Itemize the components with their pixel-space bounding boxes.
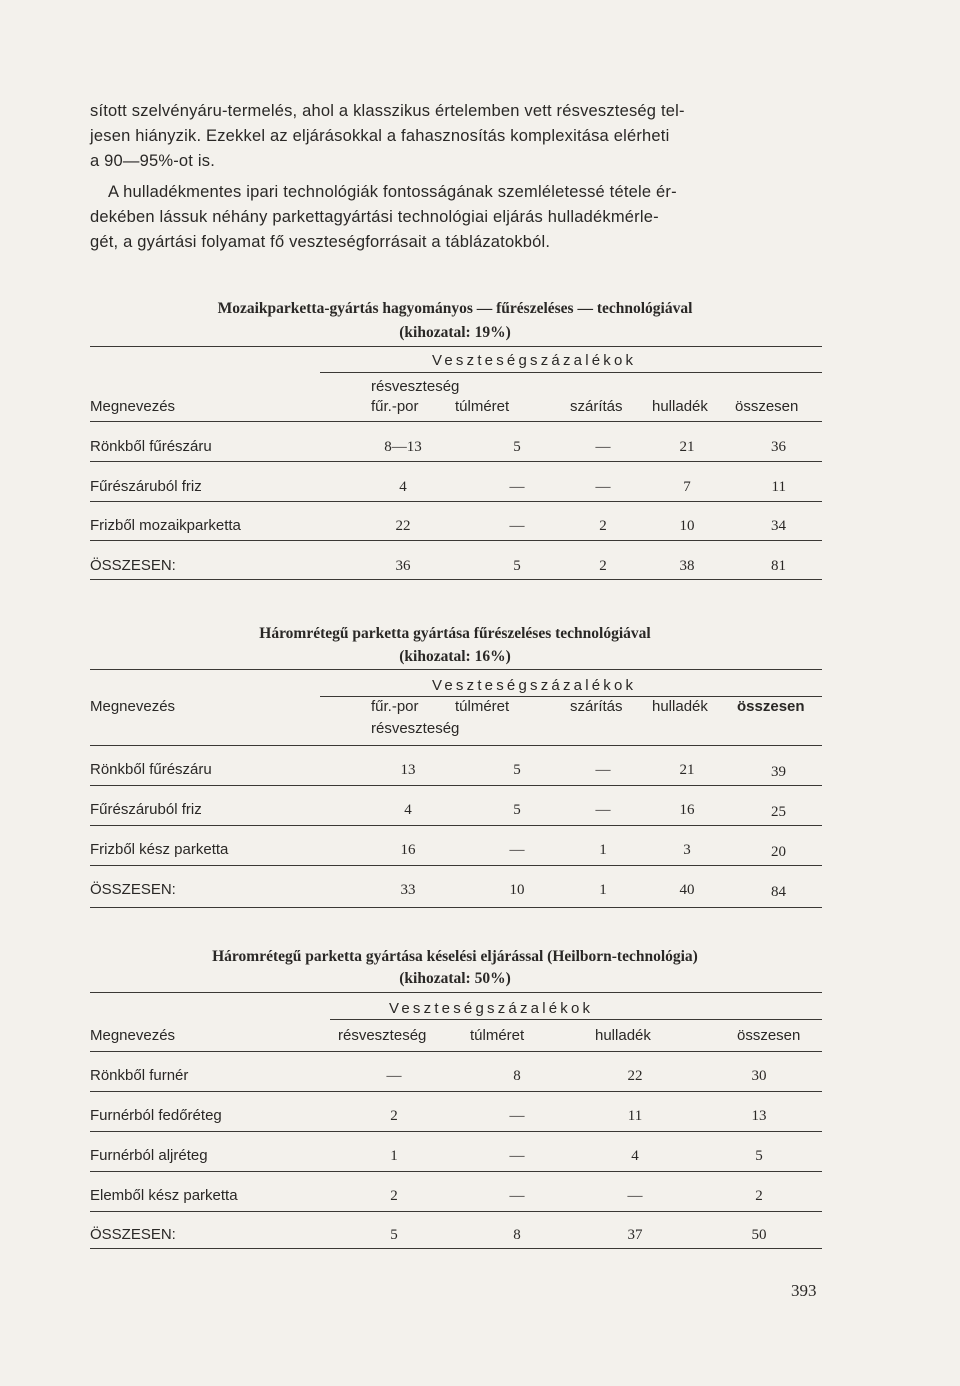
intro-paragraph-2 bbox=[90, 180, 810, 255]
column-header-hulladek: hulladék bbox=[652, 398, 708, 415]
text-line: a 90—95%-ot is. bbox=[90, 152, 215, 170]
column-header-hulladek: hulladék bbox=[652, 698, 708, 715]
cell-res: 33 bbox=[400, 882, 416, 898]
cell-hull: 37 bbox=[627, 1227, 643, 1243]
cell-szar: — bbox=[595, 439, 611, 455]
divider bbox=[90, 1091, 822, 1092]
row-label: Rönkből fűrészáru bbox=[90, 761, 212, 778]
row-label: Frizből mozaikparketta bbox=[90, 517, 241, 534]
group-header: Veszteségszázalékok bbox=[432, 352, 637, 369]
text-line: dekében lássuk néhány parkettagyártási technológiai eljárás hulladékmérle- bbox=[90, 208, 659, 226]
column-header-osszesen: összesen bbox=[737, 1027, 801, 1044]
cell-tul: 5 bbox=[513, 439, 521, 455]
cell-res: 4 bbox=[404, 802, 412, 818]
cell-ossz: 13 bbox=[751, 1108, 767, 1124]
column-header-tulmeret: túlméret bbox=[455, 398, 510, 415]
table-subtitle: (kihozatal: 50%) bbox=[399, 970, 511, 987]
cell-res: 13 bbox=[400, 762, 416, 778]
column-header-szaritas: szárítás bbox=[570, 398, 623, 415]
cell-szar: — bbox=[595, 762, 611, 778]
cell-res: 4 bbox=[399, 479, 407, 495]
text-line: gét, a gyártási folyamat fő veszteségforrásait a táblázatokból. bbox=[90, 233, 551, 251]
cell-hull: 3 bbox=[683, 842, 691, 858]
divider bbox=[90, 461, 822, 462]
cell-tul: — bbox=[509, 1148, 525, 1164]
cell-hull: — bbox=[627, 1188, 643, 1204]
row-label: Fűrészáruból friz bbox=[90, 478, 202, 495]
column-header-res-bottom: fűr.-por bbox=[371, 398, 419, 415]
cell-szar: 2 bbox=[599, 558, 607, 574]
column-header-szaritas: szárítás bbox=[570, 698, 623, 715]
row-label: Furnérból aljréteg bbox=[90, 1147, 208, 1164]
divider bbox=[90, 501, 822, 502]
table-title: Mozaikparketta-gyártás hagyományos — fűrészeléses — technológiával bbox=[217, 300, 693, 317]
cell-ossz: 20 bbox=[771, 844, 786, 860]
row-label: Rönkből furnér bbox=[90, 1067, 189, 1084]
cell-res: 8—13 bbox=[384, 439, 422, 455]
cell-szar: 2 bbox=[599, 518, 607, 534]
row-label: Elemből kész parketta bbox=[90, 1187, 238, 1204]
cell-hull: 4 bbox=[631, 1148, 639, 1164]
cell-ossz: 5 bbox=[755, 1148, 763, 1164]
divider bbox=[90, 825, 822, 826]
divider bbox=[90, 865, 822, 866]
cell-ossz: 30 bbox=[751, 1068, 767, 1084]
divider bbox=[90, 1171, 822, 1172]
divider bbox=[320, 372, 822, 373]
cell-tul: 8 bbox=[513, 1227, 521, 1243]
cell-hull: 16 bbox=[679, 802, 695, 818]
cell-res: 2 bbox=[390, 1188, 398, 1204]
divider bbox=[90, 421, 822, 422]
divider bbox=[90, 1131, 822, 1132]
divider bbox=[90, 907, 822, 908]
cell-tul: — bbox=[509, 1188, 525, 1204]
divider bbox=[330, 1019, 822, 1020]
divider bbox=[90, 1211, 822, 1212]
row-label: Fűrészáruból friz bbox=[90, 801, 202, 818]
cell-tul: 10 bbox=[509, 882, 525, 898]
column-header-res-top: résveszteség bbox=[371, 378, 460, 395]
table-subtitle: (kihozatal: 19%) bbox=[399, 324, 511, 341]
page-number: 393 bbox=[791, 1281, 817, 1300]
column-header-tulmeret: túlméret bbox=[470, 1027, 525, 1044]
cell-res: 36 bbox=[395, 558, 411, 574]
divider bbox=[90, 579, 822, 580]
cell-ossz: 36 bbox=[771, 439, 786, 455]
cell-hull: 22 bbox=[627, 1068, 643, 1084]
cell-tul: 5 bbox=[513, 802, 521, 818]
group-header: Veszteségszázalékok bbox=[432, 677, 637, 694]
cell-res: — bbox=[386, 1068, 402, 1084]
cell-tul: — bbox=[509, 842, 525, 858]
cell-ossz: 25 bbox=[771, 804, 786, 820]
cell-tul: 5 bbox=[513, 558, 521, 574]
column-header-tulmeret: túlméret bbox=[455, 698, 510, 715]
cell-hull: 21 bbox=[679, 439, 695, 455]
cell-ossz: 81 bbox=[771, 558, 786, 574]
row-label: ÖSSZESEN: bbox=[90, 557, 176, 574]
column-header-hulladek: hulladék bbox=[595, 1027, 651, 1044]
row-label: Frizből kész parketta bbox=[90, 841, 229, 858]
cell-hull: 38 bbox=[679, 558, 695, 574]
divider bbox=[90, 785, 822, 786]
row-label: Furnérból fedőréteg bbox=[90, 1107, 222, 1124]
text-line: jesen hiányzik. Ezekkel az eljárásokkal a fahasznosítás komplexitása elérheti bbox=[90, 127, 670, 145]
divider bbox=[320, 696, 822, 697]
column-header-res-top: fűr.-por bbox=[371, 698, 419, 715]
row-label: ÖSSZESEN: bbox=[90, 1226, 176, 1243]
cell-tul: 5 bbox=[513, 762, 521, 778]
cell-hull: 40 bbox=[679, 882, 695, 898]
cell-ossz: 2 bbox=[755, 1188, 763, 1204]
text-line: A hulladékmentes ipari technológiák fontosságának szemléletessé tétele ér- bbox=[108, 183, 677, 201]
cell-hull: 11 bbox=[627, 1108, 643, 1124]
cell-hull: 10 bbox=[679, 518, 695, 534]
table-subtitle: (kihozatal: 16%) bbox=[399, 648, 511, 665]
row-label: ÖSSZESEN: bbox=[90, 881, 176, 898]
cell-ossz: 34 bbox=[771, 518, 786, 534]
column-header-osszesen: összesen bbox=[735, 398, 799, 415]
cell-res: 2 bbox=[390, 1108, 398, 1124]
cell-hull: 21 bbox=[679, 762, 695, 778]
cell-ossz: 39 bbox=[771, 764, 786, 780]
table-title: Háromrétegű parketta gyártása késelési eljárással (Heilborn-technológia) bbox=[212, 948, 698, 965]
column-header-name: Megnevezés bbox=[90, 1027, 176, 1044]
divider bbox=[90, 1248, 822, 1249]
cell-szar: 1 bbox=[599, 842, 607, 858]
divider bbox=[90, 992, 822, 993]
cell-res: 5 bbox=[390, 1227, 398, 1243]
table-title: Háromrétegű parketta gyártása fűrészeléses technológiával bbox=[259, 625, 651, 642]
cell-ossz: 11 bbox=[771, 479, 786, 495]
text-line: sított szelvényáru-termelés, ahol a klasszikus értelemben vett résveszteség tel- bbox=[90, 102, 685, 120]
group-header: Veszteségszázalékok bbox=[389, 1000, 594, 1017]
divider bbox=[90, 745, 822, 746]
column-header-name: Megnevezés bbox=[90, 698, 176, 715]
divider bbox=[90, 346, 822, 347]
row-label: Rönkből fűrészáru bbox=[90, 438, 212, 455]
cell-ossz: 84 bbox=[771, 884, 786, 900]
divider bbox=[90, 669, 822, 670]
cell-res: 1 bbox=[390, 1148, 398, 1164]
cell-hull: 7 bbox=[683, 479, 691, 495]
cell-szar: — bbox=[595, 479, 611, 495]
column-header-res: résveszteség bbox=[338, 1027, 427, 1044]
column-header-osszesen: összesen bbox=[737, 698, 805, 715]
column-header-name: Megnevezés bbox=[90, 398, 176, 415]
cell-res: 16 bbox=[400, 842, 416, 858]
cell-tul: — bbox=[509, 479, 525, 495]
divider bbox=[90, 1051, 822, 1052]
cell-szar: — bbox=[595, 802, 611, 818]
intro-paragraph bbox=[90, 99, 810, 174]
cell-ossz: 50 bbox=[751, 1227, 767, 1243]
divider bbox=[90, 540, 822, 541]
cell-tul: — bbox=[509, 1108, 525, 1124]
cell-tul: — bbox=[509, 518, 525, 534]
cell-tul: 8 bbox=[513, 1068, 521, 1084]
cell-szar: 1 bbox=[599, 882, 607, 898]
column-header-res-bottom: résveszteség bbox=[371, 720, 460, 737]
cell-res: 22 bbox=[395, 518, 411, 534]
